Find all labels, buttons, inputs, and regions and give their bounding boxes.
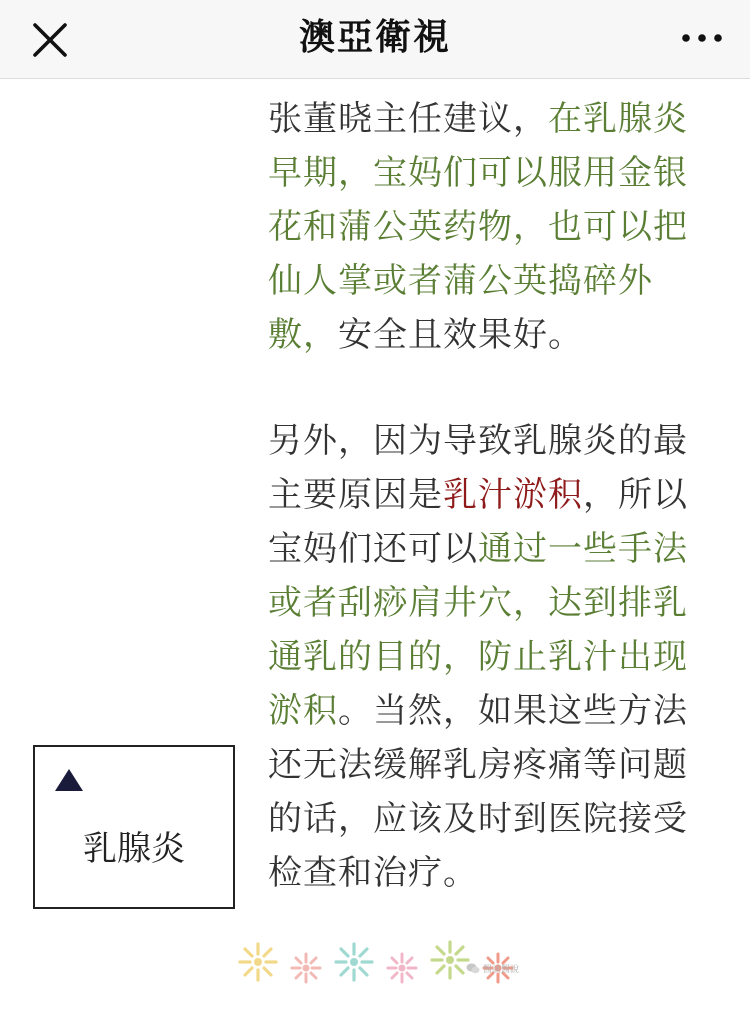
more-options-button[interactable] [678, 22, 726, 54]
highlight-treatment: 在乳腺炎早期，宝妈们可以服用金银花和蒲公英药物，也可以把仙人掌或者蒲公英捣碎外敷， [268, 99, 688, 355]
flower-icon [292, 954, 320, 982]
top-navbar [0, 0, 750, 79]
paragraph-cause [268, 414, 700, 900]
flower-icon [388, 954, 416, 982]
text-segment: 安全且效果好。 [338, 315, 583, 355]
more-dots-icon [678, 22, 726, 54]
paragraph-recommendation [268, 92, 700, 362]
topic-tag-box[interactable] [33, 745, 235, 909]
text-segment: ，所以宝妈们还可以 [268, 475, 688, 569]
highlight-method: 通过一些手法或者刮痧肩井穴，达到排乳通乳的目的，防止乳汁出现淤积 [268, 529, 688, 731]
wechat-icon [466, 963, 480, 974]
highlight-cause: 乳汁淤积 [443, 475, 583, 515]
page-title: 澳亞衛視 [298, 17, 451, 58]
text-segment: 另外，因为导致乳腺炎的最主要原因是 [268, 421, 688, 515]
text-segment: 。当然，如果这些方法还无法缓解乳房疼痛等问题的话，应该及时到医院接受检查和治疗。 [268, 691, 688, 893]
flower-icon [240, 944, 276, 980]
text-segment: 张董晓主任建议， [268, 99, 548, 139]
triangle-up-icon [55, 769, 83, 791]
watermark [466, 962, 519, 975]
article-content [268, 92, 700, 900]
topic-tag-label: 乳腺炎 [83, 829, 185, 869]
watermark-text: 醫談醫說 [483, 965, 520, 975]
flower-icon [336, 944, 372, 980]
flower-icon [432, 942, 468, 978]
